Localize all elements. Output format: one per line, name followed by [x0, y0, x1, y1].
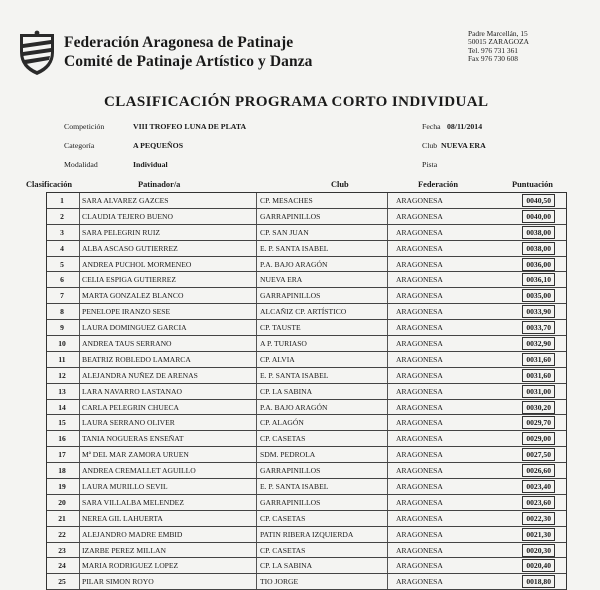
federation-cell: ARAGONESA	[387, 479, 504, 494]
score-cell	[499, 384, 563, 399]
club-cell: CP. CASETAS	[256, 543, 388, 558]
club-cell: P.A. BAJO ARAGÓN	[256, 257, 388, 272]
score-cell	[499, 225, 563, 240]
club-cell: E. P. SANTA ISABEL	[256, 241, 388, 256]
club-cell: CP. CASETAS	[256, 431, 388, 446]
score-value: 0033,90	[522, 305, 555, 318]
skater-name-cell: SARA VILLALBA MELENDEZ	[79, 495, 257, 510]
organization-line-2: Comité de Patinaje Artístico y Danza	[64, 53, 313, 70]
rank-cell: 2	[60, 211, 64, 221]
score-value: 0031,60	[522, 353, 555, 366]
rank-cell: 18	[58, 466, 66, 476]
federation-crest-logo	[18, 30, 56, 76]
score-value: 0021,30	[522, 528, 555, 541]
rank-cell: 15	[58, 418, 66, 428]
skater-name-cell: TANIA NOGUERAS ENSEÑAT	[79, 431, 257, 446]
rank-cell: 9	[60, 323, 64, 333]
score-value: 0027,50	[522, 448, 555, 461]
skater-name-cell: PENELOPE IRANZO SESE	[79, 304, 257, 319]
skater-name-cell: SARA PELEGRIN RUIZ	[79, 225, 257, 240]
rank-cell: 3	[60, 227, 64, 237]
score-cell	[499, 479, 563, 494]
fecha-value: 08/11/2014	[447, 122, 483, 131]
categoria-value: A PEQUEÑOS	[133, 141, 184, 150]
pista-label: Pista	[422, 160, 438, 169]
table-row	[47, 288, 566, 304]
organization-name	[64, 33, 313, 71]
table-row	[47, 527, 566, 543]
skater-name-cell: ALBA ASCASO GUTIERREZ	[79, 241, 257, 256]
federation-cell: ARAGONESA	[387, 288, 504, 303]
table-row	[47, 479, 566, 495]
score-value: 0036,00	[522, 258, 555, 271]
address-fax: Fax 976 730 608	[468, 54, 518, 64]
federation-cell: ARAGONESA	[387, 320, 504, 335]
club-cell: CP. LA SABINA	[256, 384, 388, 399]
address-tel: Tel. 976 731 361	[468, 45, 518, 55]
skater-name-cell: ANDREA TAUS SERRANO	[79, 336, 257, 351]
club-cell: CP. ALVIA	[256, 352, 388, 367]
table-row	[47, 272, 566, 288]
rank-cell: 19	[58, 482, 66, 492]
score-value: 0020,30	[522, 544, 555, 557]
table-row	[47, 574, 566, 590]
column-header-club: Club	[331, 180, 349, 189]
rank-cell: 11	[58, 354, 66, 364]
club-cell: CP. TAUSTE	[256, 320, 388, 335]
score-value: 0038,00	[522, 242, 555, 255]
score-cell	[499, 352, 563, 367]
table-row	[47, 225, 566, 241]
skater-name-cell: Mª DEL MAR ZAMORA URUEN	[79, 447, 257, 462]
federation-cell: ARAGONESA	[387, 368, 504, 383]
federation-cell: ARAGONESA	[387, 447, 504, 462]
federation-cell: ARAGONESA	[387, 225, 504, 240]
table-row	[47, 241, 566, 257]
rank-cell: 6	[60, 275, 64, 285]
skater-name-cell: BEATRIZ ROBLEDO LAMARCA	[79, 352, 257, 367]
competicion-label: Competición	[64, 122, 105, 131]
table-row	[47, 209, 566, 225]
score-cell	[499, 368, 563, 383]
table-row	[47, 352, 566, 368]
score-value: 0018,80	[522, 575, 555, 588]
federation-cell: ARAGONESA	[387, 511, 504, 526]
rank-cell: 22	[58, 529, 66, 539]
score-cell	[499, 336, 563, 351]
federation-cell: ARAGONESA	[387, 352, 504, 367]
federation-cell: ARAGONESA	[387, 384, 504, 399]
federation-cell: ARAGONESA	[387, 257, 504, 272]
club-cell: E. P. SANTA ISABEL	[256, 479, 388, 494]
skater-name-cell: CELIA ESPIGA GUTIERREZ	[79, 272, 257, 287]
score-value: 0038,00	[522, 226, 555, 239]
address-city: 50015 ZARAGOZA	[468, 37, 529, 47]
score-cell	[499, 272, 563, 287]
rank-cell: 25	[58, 577, 66, 587]
score-value: 0036,10	[522, 273, 555, 286]
club-cell: TIO JORGE	[256, 574, 388, 589]
score-value: 0033,70	[522, 321, 555, 334]
score-value: 0031,00	[522, 385, 555, 398]
rank-cell: 16	[58, 434, 66, 444]
rank-cell: 1	[60, 196, 64, 205]
score-cell	[499, 543, 563, 558]
table-row	[47, 431, 566, 447]
club-value: NUEVA ERA	[441, 141, 486, 150]
rank-cell: 8	[60, 307, 64, 317]
modalidad-label: Modalidad	[64, 160, 98, 169]
club-cell: CP. SAN JUAN	[256, 225, 388, 240]
score-cell	[499, 558, 563, 573]
score-cell	[499, 527, 563, 542]
club-cell: CP. MESACHES	[256, 193, 388, 208]
score-value: 0040,50	[522, 194, 555, 207]
club-cell: PATIN RIBERA IZQUIERDA	[256, 527, 388, 542]
score-value: 0035,00	[522, 289, 555, 302]
score-cell	[499, 193, 563, 208]
skater-name-cell: MARIA RODRIGUEZ LOPEZ	[79, 558, 257, 573]
rank-cell: 20	[58, 497, 66, 507]
score-value: 0022,30	[522, 512, 555, 525]
score-cell	[499, 304, 563, 319]
table-row	[47, 193, 566, 209]
club-cell: GARRAPINILLOS	[256, 288, 388, 303]
modalidad-value: Individual	[133, 160, 168, 169]
skater-name-cell: MARTA GONZALEZ BLANCO	[79, 288, 257, 303]
rank-cell: 4	[60, 243, 64, 253]
federation-cell: ARAGONESA	[387, 574, 504, 589]
club-cell: P.A. BAJO ARAGÓN	[256, 400, 388, 415]
score-value: 0026,60	[522, 464, 555, 477]
score-value: 0029,70	[522, 416, 555, 429]
results-table	[46, 192, 567, 590]
federation-cell: ARAGONESA	[387, 415, 504, 430]
table-row	[47, 320, 566, 336]
score-cell	[499, 209, 563, 224]
column-header-score: Puntuación	[512, 180, 553, 189]
club-cell: GARRAPINILLOS	[256, 209, 388, 224]
club-cell: ALCAÑIZ CP. ARTÍSTICO	[256, 304, 388, 319]
table-row	[47, 463, 566, 479]
federation-cell: ARAGONESA	[387, 241, 504, 256]
skater-name-cell: SARA ALVAREZ GAZCES	[79, 193, 257, 208]
score-cell	[499, 447, 563, 462]
competicion-value: VIII TROFEO LUNA DE PLATA	[133, 122, 247, 131]
address-street: Padre Marcellán, 15	[468, 29, 528, 38]
rank-cell: 21	[58, 513, 66, 523]
federation-cell: ARAGONESA	[387, 193, 504, 208]
club-cell: CP. LA SABINA	[256, 558, 388, 573]
rank-cell: 7	[60, 291, 64, 301]
skater-name-cell: ANDREA CREMALLET AGUILLO	[79, 463, 257, 478]
categoria-label: Categoría	[64, 141, 95, 150]
table-row	[47, 304, 566, 320]
document-title: CLASIFICACIÓN PROGRAMA CORTO INDIVIDUAL	[104, 94, 489, 110]
skater-name-cell: CARLA PELEGRIN CHUECA	[79, 400, 257, 415]
federation-cell: ARAGONESA	[387, 209, 504, 224]
table-row	[47, 336, 566, 352]
table-row	[47, 415, 566, 431]
table-row	[47, 447, 566, 463]
rank-cell: 14	[58, 402, 66, 412]
table-row	[47, 384, 566, 400]
skater-name-cell: ALEJANDRA NUÑEZ DE ARENAS	[79, 368, 257, 383]
skater-name-cell: IZARBE PEREZ MILLAN	[79, 543, 257, 558]
federation-cell: ARAGONESA	[387, 558, 504, 573]
score-cell	[499, 400, 563, 415]
score-cell	[499, 463, 563, 478]
club-cell: NUEVA ERA	[256, 272, 388, 287]
federation-cell: ARAGONESA	[387, 272, 504, 287]
score-value: 0023,60	[522, 496, 555, 509]
table-row	[47, 257, 566, 273]
skater-name-cell: CLAUDIA TEJERO BUENO	[79, 209, 257, 224]
federation-cell: ARAGONESA	[387, 431, 504, 446]
rank-cell: 13	[58, 386, 66, 396]
skater-name-cell: ANDREA PUCHOL MORMENEO	[79, 257, 257, 272]
rank-cell: 12	[58, 370, 66, 380]
federation-cell: ARAGONESA	[387, 463, 504, 478]
score-value: 0020,40	[522, 559, 555, 572]
federation-cell: ARAGONESA	[387, 304, 504, 319]
skater-name-cell: LAURA SERRANO OLIVER	[79, 415, 257, 430]
table-row	[47, 495, 566, 511]
score-value: 0032,90	[522, 337, 555, 350]
score-cell	[499, 495, 563, 510]
column-header-rank: Clasificación	[26, 180, 73, 189]
club-cell: GARRAPINILLOS	[256, 495, 388, 510]
table-row	[47, 368, 566, 384]
club-cell: E. P. SANTA ISABEL	[256, 368, 388, 383]
rank-cell: 23	[58, 545, 66, 555]
score-cell	[499, 574, 563, 589]
score-cell	[499, 320, 563, 335]
club-cell: CP. CASETAS	[256, 511, 388, 526]
federation-cell: ARAGONESA	[387, 336, 504, 351]
score-cell	[499, 511, 563, 526]
rank-cell: 17	[58, 450, 66, 460]
club-cell: CP. ALAGÓN	[256, 415, 388, 430]
score-value: 0023,40	[522, 480, 555, 493]
score-value: 0040,00	[522, 210, 555, 223]
score-cell	[499, 431, 563, 446]
skater-name-cell: LAURA DOMINGUEZ GARCIA	[79, 320, 257, 335]
table-row	[47, 511, 566, 527]
column-header-skater: Patinador/a	[138, 180, 181, 189]
score-value: 0031,60	[522, 369, 555, 382]
club-label: Club	[422, 141, 438, 150]
skater-name-cell: NEREA GIL LAHUERTA	[79, 511, 257, 526]
table-row	[47, 400, 566, 416]
club-cell: A P. TURIASO	[256, 336, 388, 351]
score-cell	[499, 257, 563, 272]
skater-name-cell: PILAR SIMON ROYO	[79, 574, 257, 589]
club-cell: SDM. PEDROLA	[256, 447, 388, 462]
federation-cell: ARAGONESA	[387, 495, 504, 510]
score-cell	[499, 288, 563, 303]
skater-name-cell: ALEJANDRO MADRE EMBID	[79, 527, 257, 542]
federation-cell: ARAGONESA	[387, 543, 504, 558]
skater-name-cell: LAURA MURILLO SEVIL	[79, 479, 257, 494]
skater-name-cell: LARA NAVARRO LASTANAO	[79, 384, 257, 399]
rank-cell: 24	[58, 561, 66, 571]
address-block	[468, 30, 529, 64]
federation-cell: ARAGONESA	[387, 400, 504, 415]
federation-cell: ARAGONESA	[387, 527, 504, 542]
score-cell	[499, 415, 563, 430]
table-row	[47, 543, 566, 559]
column-header-federation: Federación	[418, 180, 459, 189]
score-cell	[499, 241, 563, 256]
rank-cell: 5	[60, 259, 64, 269]
score-value: 0029,00	[522, 432, 555, 445]
score-value: 0030,20	[522, 401, 555, 414]
rank-cell: 10	[58, 339, 66, 349]
organization-line-1: Federación Aragonesa de Patinaje	[64, 34, 294, 51]
fecha-label: Fecha	[422, 122, 441, 131]
club-cell: GARRAPINILLOS	[256, 463, 388, 478]
